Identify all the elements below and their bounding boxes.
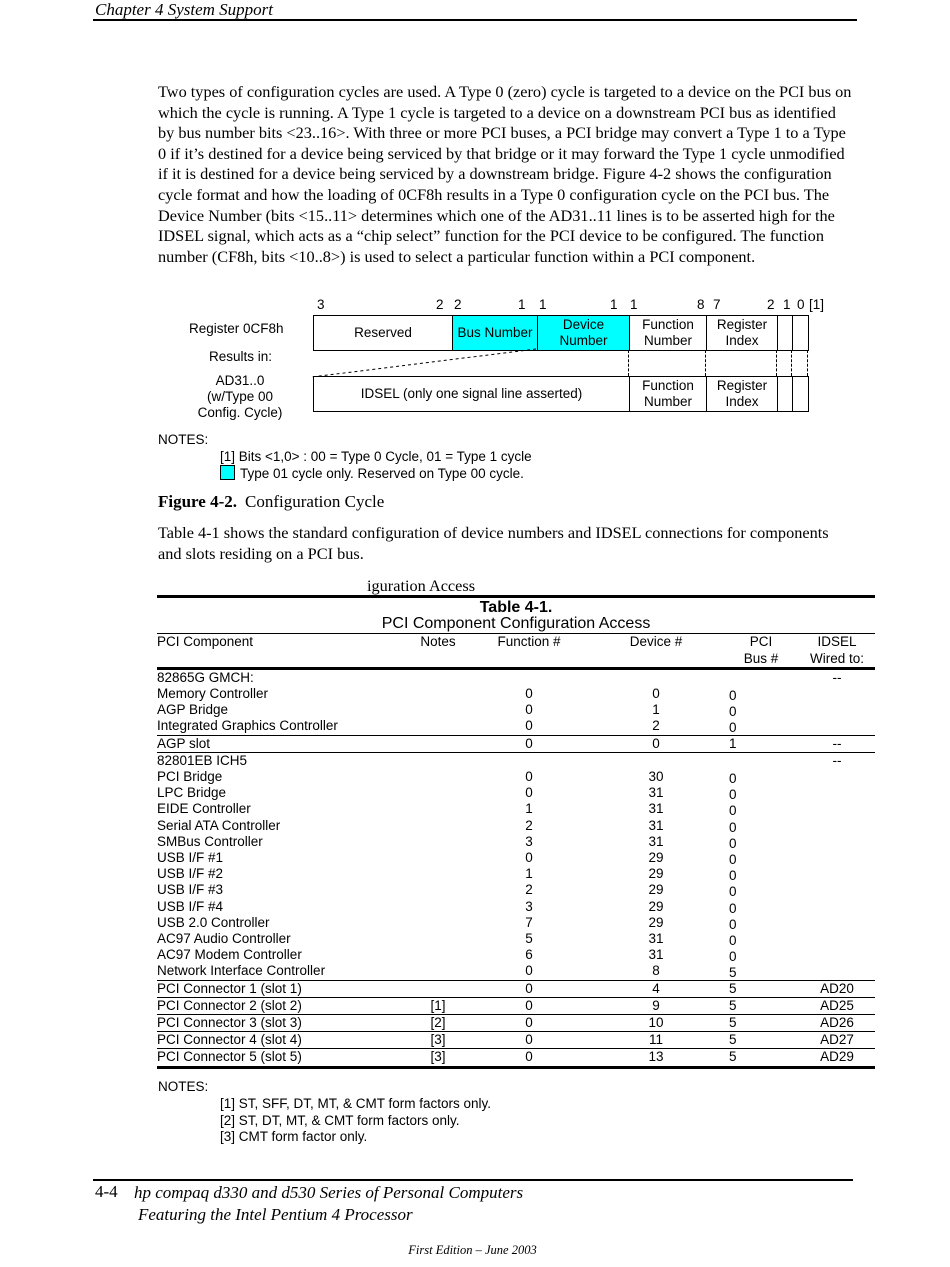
idsel-cell: --	[832, 669, 842, 685]
ad-label-line: Config. Cycle)	[197, 405, 283, 420]
col-header-idsel-line: IDSEL	[817, 634, 857, 650]
bus-cell	[723, 686, 799, 702]
function-cell: 0	[525, 785, 533, 801]
component-cell: PCI Connector 4 (slot 4)	[157, 1032, 302, 1048]
bus-cell: 5	[729, 1015, 737, 1031]
table-subtitle-row	[157, 616, 875, 634]
bus-value: 0	[729, 688, 737, 704]
component-cell: Integrated Graphics Controller	[157, 718, 338, 734]
idsel-field: IDSEL (only one signal line asserted)	[360, 386, 583, 401]
bus-cell	[723, 947, 799, 963]
footer-rule	[93, 1179, 853, 1181]
function-cell: 0	[525, 735, 533, 751]
device-cell: 30	[648, 769, 664, 785]
figure-caption	[158, 492, 384, 512]
bit0-field	[792, 316, 808, 350]
body-paragraph-2: Table 4-1 shows the standard configuration of device numbers and IDSEL connections for components and slots residing on a PCI bus.	[158, 523, 829, 563]
table-subtitle: PCI Component Configuration Access	[381, 615, 651, 633]
function-cell: 2	[525, 882, 533, 898]
bus-value: 0	[729, 787, 737, 803]
component-cell: USB 2.0 Controller	[157, 914, 270, 930]
table-row	[157, 718, 875, 735]
device-number-field: Device Number	[537, 316, 629, 350]
bus-cell: 1	[729, 735, 737, 751]
component-cell: USB I/F #3	[157, 882, 224, 898]
component-cell: Memory Controller	[157, 686, 269, 702]
dashed-connector	[807, 350, 808, 376]
dashed-connector	[705, 350, 706, 376]
register-label: Register 0CF8h	[189, 321, 284, 336]
bit-label: 1	[539, 297, 547, 312]
bit-label: 1	[783, 297, 791, 312]
function-cell: 3	[525, 898, 533, 914]
bit-label: 2	[436, 297, 444, 312]
function-cell: 6	[525, 947, 533, 963]
function-cell: 0	[525, 1049, 533, 1065]
device-cell: 29	[648, 882, 664, 898]
idsel-cell: --	[832, 752, 842, 768]
bus-cell	[723, 882, 799, 898]
table-row	[157, 882, 875, 898]
table-row	[157, 947, 875, 963]
bit-label: 1	[518, 297, 526, 312]
table-row	[157, 702, 875, 718]
function-cell: 0	[525, 980, 533, 996]
table-row	[157, 769, 875, 785]
dashed-connector	[791, 350, 792, 376]
component-cell: Network Interface Controller	[157, 963, 326, 979]
bus-number-field: Bus Number	[452, 316, 537, 350]
bus-cell	[723, 818, 799, 834]
device-cell: 13	[648, 1049, 664, 1065]
bus-cell: 5	[729, 1032, 737, 1048]
pci-configuration-table	[157, 595, 875, 1069]
footer-title-line: hp compaq d330 and d530 Series of Personal Computers	[134, 1183, 524, 1202]
bus-cell	[723, 785, 799, 801]
idsel-cell: AD25	[820, 997, 854, 1013]
idsel-cell: AD27	[820, 1032, 854, 1048]
ad-label-line: (w/Type 00	[206, 389, 274, 404]
table-row	[157, 997, 875, 1014]
results-label: Results in:	[209, 349, 273, 364]
component-cell: USB I/F #4	[157, 898, 224, 914]
table-note: [3] CMT form factor only.	[220, 1129, 368, 1145]
bus-value: 0	[729, 868, 737, 884]
text-fragment: iguration Access	[367, 576, 476, 595]
bus-value: 0	[729, 819, 737, 835]
bus-value: 0	[729, 852, 737, 868]
chapter-header: Chapter 4 System Support	[95, 0, 274, 19]
bit-label: 8	[697, 297, 705, 312]
idsel-cell: --	[832, 735, 842, 751]
bit-label: 2	[767, 297, 775, 312]
function-cell: 1	[525, 801, 533, 817]
ad-function-number-field: Function Number	[629, 377, 706, 411]
bus-value: 0	[729, 884, 737, 900]
idsel-cell: AD20	[820, 980, 854, 996]
function-cell: 0	[525, 769, 533, 785]
function-cell: 1	[525, 866, 533, 882]
table-row	[157, 866, 875, 882]
figure-notes	[158, 432, 532, 483]
edition-note: First Edition – June 2003	[408, 1243, 537, 1257]
col-header-bus-line: PCI	[749, 634, 773, 650]
table-row	[157, 668, 875, 686]
bus-cell: 5	[729, 980, 737, 996]
bus-cell	[723, 801, 799, 817]
function-cell: 5	[525, 931, 533, 947]
col-header-idsel	[799, 634, 875, 668]
bit-label: 1	[630, 297, 638, 312]
ad31-0-box	[313, 376, 809, 412]
component-cell: AGP slot	[157, 735, 211, 751]
table-row	[157, 686, 875, 702]
col-header-component: PCI Component	[157, 634, 254, 650]
register-0cf8h-box	[313, 315, 809, 351]
ad-label	[180, 373, 300, 421]
table-row	[157, 963, 875, 980]
component-cell: SMBus Controller	[157, 833, 263, 849]
table-notes	[158, 1079, 491, 1146]
col-header-idsel-line: Wired to:	[810, 650, 865, 666]
bus-value: 0	[729, 771, 737, 787]
footer-title	[134, 1182, 523, 1225]
device-cell: 8	[652, 963, 660, 979]
figure-note-2-text: Type 01 cycle only. Reserved on Type 00 cycle.	[240, 466, 524, 481]
table-header-row	[157, 634, 875, 668]
function-cell: 2	[525, 817, 533, 833]
notes-title: NOTES:	[158, 432, 209, 447]
function-cell: 0	[525, 963, 533, 979]
table-row	[157, 1015, 875, 1032]
table-row	[157, 752, 875, 769]
device-cell: 31	[648, 931, 664, 947]
figure-note-1: [1] Bits <1,0> : 00 = Type 0 Cycle, 01 = Type 1 cycle	[220, 448, 532, 464]
component-cell: PCI Connector 3 (slot 3)	[157, 1015, 302, 1031]
bit-label: [1]	[809, 297, 825, 312]
function-cell: 7	[525, 914, 533, 930]
idsel-cell: AD26	[820, 1015, 854, 1031]
idsel-cell: AD29	[820, 1049, 854, 1065]
table-row	[157, 801, 875, 817]
table-title-row	[157, 597, 875, 617]
component-cell: PCI Connector 5 (slot 5)	[157, 1049, 302, 1065]
bus-value: 0	[729, 720, 737, 736]
ad-label-line: AD31..0	[215, 373, 265, 388]
function-cell: 0	[525, 997, 533, 1013]
bus-cell: 5	[729, 1049, 737, 1065]
group-name: 82865G GMCH:	[157, 669, 254, 685]
notes-title: NOTES:	[158, 1079, 209, 1094]
component-cell: PCI Connector 2 (slot 2)	[157, 997, 302, 1013]
register-index-field: Register Index	[706, 316, 777, 350]
table-row	[157, 1049, 875, 1067]
function-number-field: Function Number	[629, 316, 706, 350]
component-cell: AC97 Audio Controller	[157, 931, 291, 947]
function-cell: 0	[525, 718, 533, 734]
bus-cell	[723, 769, 799, 785]
bus-cell	[723, 915, 799, 931]
ad-bit0-field	[792, 377, 808, 411]
component-cell: AC97 Modem Controller	[157, 947, 302, 963]
component-cell: Serial ATA Controller	[157, 817, 281, 833]
body-paragraph-1: Two types of configuration cycles are used. A Type 0 (zero) cycle is targeted to a device on the PCI bus on which the cycle is running. A Type 1 cycle is targeted to a device on a downstream PCI bus as identified by bus number bits <23..16>. With three or more PCI buses, a PCI bridge may convert a Type 1 to a Type 0 if it’s destined for a device being serviced by that bridge or it may forward the Type 1 cycle unmodified if it is destined for a device being serviced by a downstream bridge. Figure 4-2 shows the configuration cycle format and how the loading of 0CF8h results in a Type 0 configuration cycle on the PCI bus. The Device Number (bits <15..11> determines which one of the AD31..11 lines is to be asserted high for the IDSEL signal, which acts as a “chip select” function for the PCI device to be configured. The function number (CF8h, bits <10..8>) is used to select a particular function within a PCI component.	[158, 82, 852, 266]
device-cell: 2	[652, 718, 660, 734]
component-cell: LPC Bridge	[157, 785, 227, 801]
bit-label: 2	[454, 297, 462, 312]
device-cell: 10	[648, 1015, 664, 1031]
notes-cell: [2]	[430, 1015, 446, 1031]
bit-label: 1	[610, 297, 618, 312]
table-row	[157, 834, 875, 850]
table-note: [1] ST, SFF, DT, MT, & CMT form factors only.	[220, 1095, 492, 1111]
bus-value: 0	[729, 916, 737, 932]
figure-caption-number: Figure 4-2.	[158, 492, 238, 511]
dashed-connector	[776, 350, 777, 376]
notes-cell: [1]	[430, 997, 446, 1013]
bus-cell	[723, 866, 799, 882]
function-cell: 0	[525, 850, 533, 866]
device-cell: 9	[652, 997, 660, 1013]
component-cell: USB I/F #1	[157, 850, 224, 866]
table-row	[157, 850, 875, 866]
bus-cell	[723, 718, 799, 735]
table-note: [2] ST, DT, MT, & CMT form factors only.	[220, 1112, 460, 1128]
bus-value: 0	[729, 933, 737, 949]
table-row	[157, 785, 875, 801]
component-cell: PCI Bridge	[157, 769, 223, 785]
device-cell: 29	[648, 866, 664, 882]
bus-value: 0	[729, 900, 737, 916]
bus-cell	[723, 834, 799, 850]
cyan-swatch-icon	[220, 465, 235, 480]
device-cell: 31	[648, 785, 664, 801]
table-row	[157, 735, 875, 752]
col-header-bus	[723, 634, 799, 668]
bus-cell	[723, 931, 799, 947]
col-header-function: Function #	[497, 634, 561, 650]
device-cell: 31	[648, 833, 664, 849]
dashed-connector	[628, 350, 629, 376]
component-cell: AGP Bridge	[157, 702, 229, 718]
bus-cell	[723, 963, 799, 980]
ad-register-index-field: Register Index	[706, 377, 777, 411]
function-cell: 0	[525, 702, 533, 718]
figure-note-2	[158, 465, 532, 483]
notes-cell: [3]	[430, 1049, 446, 1065]
device-cell: 31	[648, 801, 664, 817]
bus-cell	[723, 899, 799, 915]
table-row	[157, 931, 875, 947]
device-cell: 4	[652, 980, 660, 996]
component-cell: PCI Connector 1 (slot 1)	[157, 980, 302, 996]
table-row	[157, 818, 875, 834]
bit-label: 0	[797, 297, 805, 312]
device-cell: 0	[652, 686, 660, 702]
bus-cell	[723, 850, 799, 866]
ad-bit1-field	[777, 377, 792, 411]
device-cell: 0	[652, 735, 660, 751]
device-cell: 31	[648, 817, 664, 833]
device-cell: 31	[648, 947, 664, 963]
table-row	[157, 1032, 875, 1049]
bit-label: 3	[317, 297, 325, 312]
col-header-notes: Notes	[420, 634, 456, 650]
group-name: 82801EB ICH5	[157, 752, 248, 768]
function-cell: 3	[525, 833, 533, 849]
page-number: 4-4	[95, 1182, 118, 1201]
col-header-bus-line: Bus #	[743, 650, 779, 666]
device-cell: 11	[648, 1032, 663, 1048]
device-cell: 1	[652, 702, 660, 718]
bit-label: 7	[713, 297, 721, 312]
bit1-field	[777, 316, 792, 350]
bus-value: 0	[729, 803, 737, 819]
device-cell: 29	[648, 914, 664, 930]
device-cell: 29	[648, 898, 664, 914]
device-cell: 29	[648, 850, 664, 866]
table-row	[157, 915, 875, 931]
reserved-field: Reserved	[354, 325, 412, 340]
table-row	[157, 899, 875, 915]
component-cell: EIDE Controller	[157, 801, 251, 817]
function-cell: 0	[525, 1032, 533, 1048]
bus-cell	[723, 702, 799, 718]
bus-value: 5	[729, 965, 737, 981]
table-title: Table 4-1.	[479, 599, 553, 616]
function-cell: 0	[525, 686, 533, 702]
bus-value: 0	[729, 704, 737, 720]
bus-value: 0	[729, 949, 737, 965]
table-row	[157, 980, 875, 997]
notes-cell: [3]	[430, 1032, 446, 1048]
function-cell: 0	[525, 1015, 533, 1031]
header-rule	[93, 19, 857, 21]
bus-cell: 5	[729, 997, 737, 1013]
component-cell: USB I/F #2	[157, 866, 224, 882]
bus-value: 0	[729, 835, 737, 851]
notes-cell	[407, 980, 469, 997]
figure-caption-text: Configuration Cycle	[245, 492, 385, 511]
col-header-device: Device #	[629, 634, 683, 650]
footer-title-line: Featuring the Intel Pentium 4 Processor	[138, 1204, 413, 1224]
